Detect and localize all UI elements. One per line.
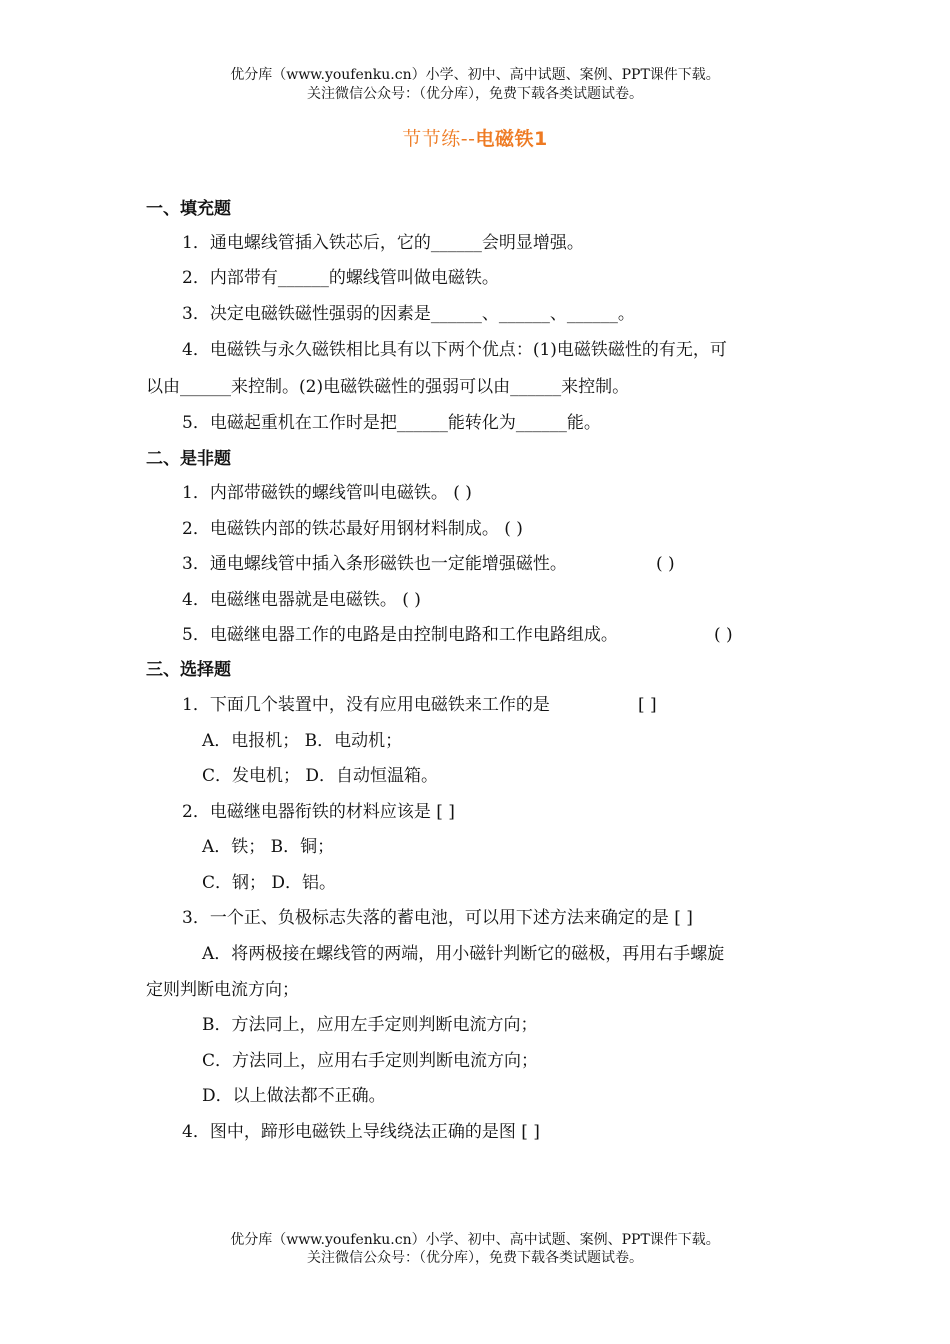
tf-question-2: 2．电磁铁内部的铁芯最好用钢材料制成。 ( ): [182, 519, 523, 539]
choice-question-2-options-cd: C．钢； D．铝。: [202, 873, 337, 893]
tf-question-4: 4．电磁继电器就是电磁铁。 ( ): [182, 590, 421, 610]
choice-question-1: 1．下面几个装置中，没有应用电磁铁来工作的是: [182, 695, 550, 715]
tf-question-3: 3．通电螺线管中插入条形磁铁也一定能增强磁性。: [182, 554, 567, 574]
choice-question-1-mark: [ ]: [638, 695, 657, 715]
choice-question-3-option-a-line-1: A．将两极接在螺线管的两端，用小磁针判断它的磁极，再用右手螺旋: [202, 944, 725, 964]
choice-question-3-option-d: D．以上做法都不正确。: [202, 1086, 386, 1106]
page-title: [0, 124, 950, 151]
choice-question-2: 2．电磁继电器衔铁的材料应该是 [ ]: [182, 802, 455, 822]
fill-question-5: 5．电磁起重机在工作时是把______能转化为______能。: [182, 413, 601, 433]
choice-question-3-option-a-line-2: 定则判断电流方向；: [146, 980, 299, 1000]
choice-question-3-option-c: C．方法同上，应用右手定则判断电流方向；: [202, 1051, 539, 1071]
choice-question-1-options-ab: A．电报机； B．电动机；: [202, 731, 403, 751]
tf-question-3-mark: ( ): [656, 554, 675, 574]
title-main: 电磁铁1: [475, 128, 548, 150]
choice-question-2-options-ab: A．铁； B．铜；: [202, 837, 335, 857]
footer-line-1: 优分库（www.youfenku.cn）小学、初中、高中试题、案例、PPT课件下载。: [230, 1232, 720, 1248]
choice-question-3-option-b: B．方法同上，应用左手定则判断电流方向；: [202, 1015, 538, 1035]
footer-line-2: 关注微信公众号：（优分库），免费下载各类试题试卷。: [307, 1250, 643, 1266]
fill-question-3: 3．决定电磁铁磁性强弱的因素是______、______、______。: [182, 304, 635, 324]
fill-question-1: 1．通电螺线管插入铁芯后，它的______会明显增强。: [182, 233, 584, 253]
section-heading-fill: 一、填充题: [146, 199, 231, 219]
fill-question-2: 2．内部带有______的螺线管叫做电磁铁。: [182, 268, 499, 288]
fill-question-4-line-2: 以由______来控制。(2)电磁铁磁性的强弱可以由______来控制。: [146, 377, 630, 397]
title-prefix: 节节练--: [402, 128, 476, 150]
choice-question-3: 3．一个正、负极标志失落的蓄电池，可以用下述方法来确定的是 [ ]: [182, 908, 693, 928]
header-line-2: 关注微信公众号：（优分库），免费下载各类试题试卷。: [307, 86, 643, 102]
header-line-1: 优分库（www.youfenku.cn）小学、初中、高中试题、案例、PPT课件下载。: [230, 67, 720, 83]
section-heading-true-false: 二、是非题: [146, 449, 231, 469]
choice-question-1-options-cd: C．发电机； D．自动恒温箱。: [202, 766, 439, 786]
fill-question-4-line-1: 4．电磁铁与永久磁铁相比具有以下两个优点：(1)电磁铁磁性的有无，可: [182, 340, 727, 360]
section-heading-choice: 三、选择题: [146, 660, 231, 680]
tf-question-5-mark: ( ): [714, 625, 733, 645]
tf-question-1: 1．内部带磁铁的螺线管叫电磁铁。 ( ): [182, 483, 472, 503]
tf-question-5: 5．电磁继电器工作的电路是由控制电路和工作电路组成。: [182, 625, 618, 645]
choice-question-4: 4．图中，蹄形电磁铁上导线绕法正确的是图 [ ]: [182, 1122, 540, 1142]
